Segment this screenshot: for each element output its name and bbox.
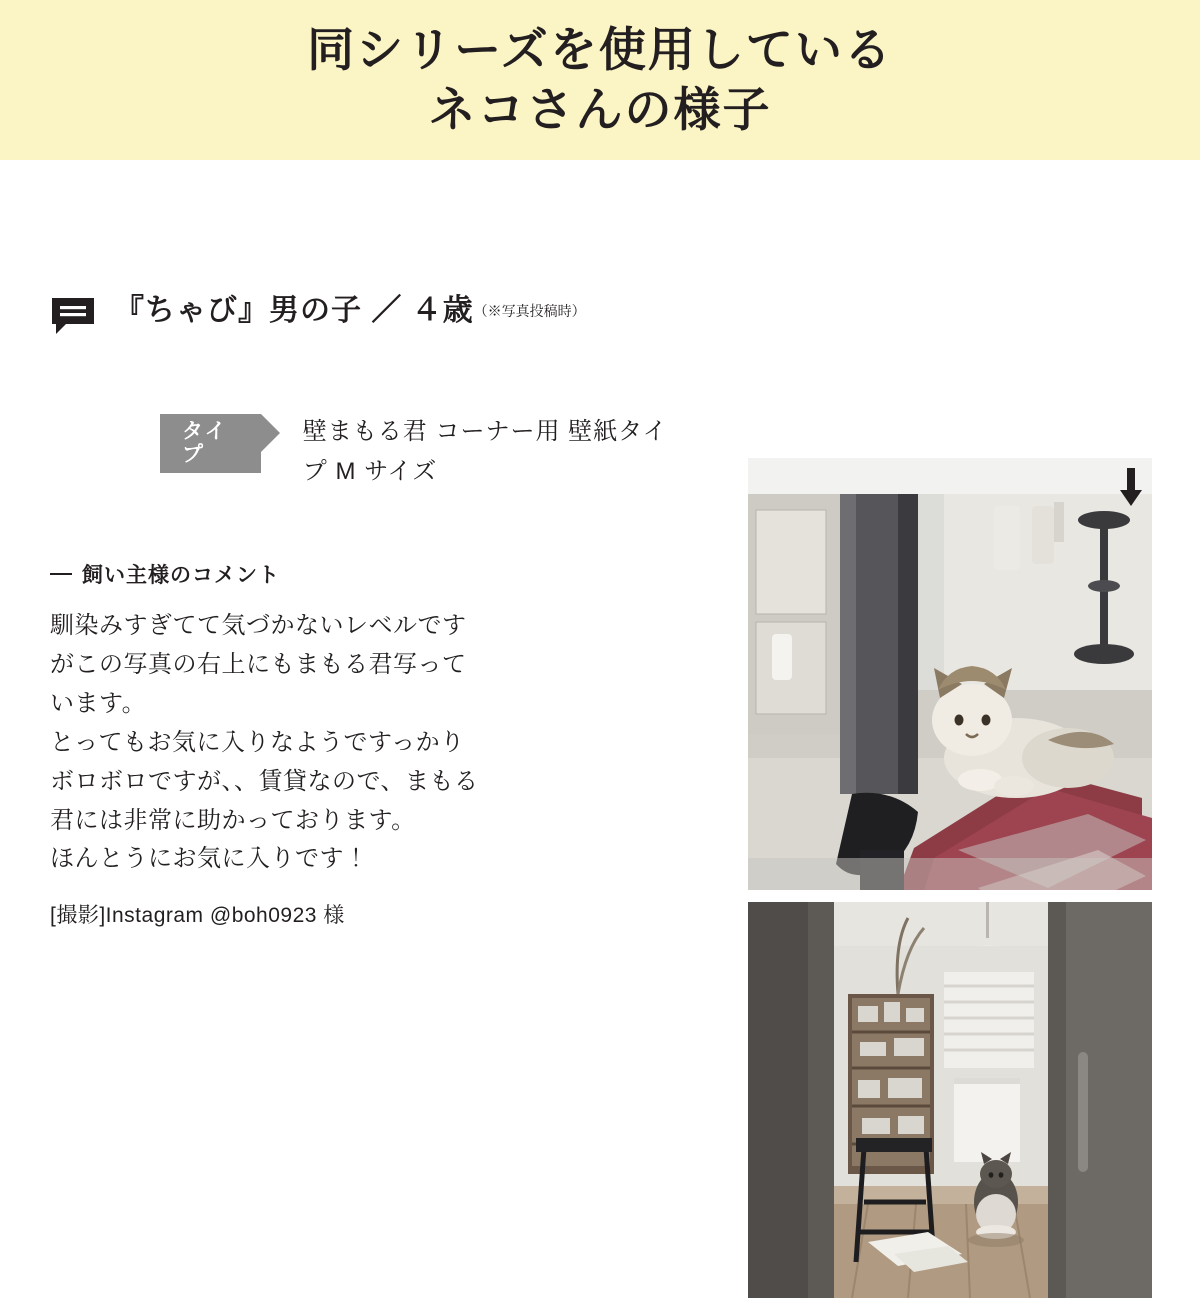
content-area (0, 160, 1200, 1200)
banner-text (307, 20, 893, 140)
banner-line-1: 同シリーズを使用している (307, 22, 893, 76)
page-title (114, 290, 586, 327)
owner-comment-heading-text: 飼い主様のコメント (82, 564, 280, 588)
page-header-banner (0, 0, 1200, 160)
down-arrow-icon (1120, 468, 1142, 506)
photo-credit: [撮影]Instagram @boh0923 様 (50, 904, 345, 928)
owner-comment-heading (50, 559, 690, 589)
type-block (160, 412, 690, 491)
speech-bubble-icon (50, 296, 96, 336)
heading-dash-icon (50, 573, 72, 575)
owner-comment-body: 馴染みすぎてて気づかないレベルです がこの写真の右上にもまもる君写って います。 とってもお気に入りなようですっかり ボロボロですが、、賃貸なので、まもる 君には非常に助かっております。 ほんとうにお気に入りです！ (50, 612, 479, 873)
type-values: 壁まもる君 コーナー用 壁紙タイプ M サイズ (302, 418, 668, 485)
banner-line-2: ネコさんの様子 (428, 83, 772, 136)
entry-title-row (50, 290, 690, 336)
entry-title-note: （※写真投稿時） (473, 303, 586, 319)
type-label-tag: タイプ (160, 414, 261, 473)
entry-details (50, 290, 690, 929)
photo-cat-corridor (748, 902, 1152, 1298)
entry-title: 『ちゃび』男の子 ／ ４歳 (114, 294, 474, 327)
photo-cat-hallway-rug (748, 458, 1152, 890)
